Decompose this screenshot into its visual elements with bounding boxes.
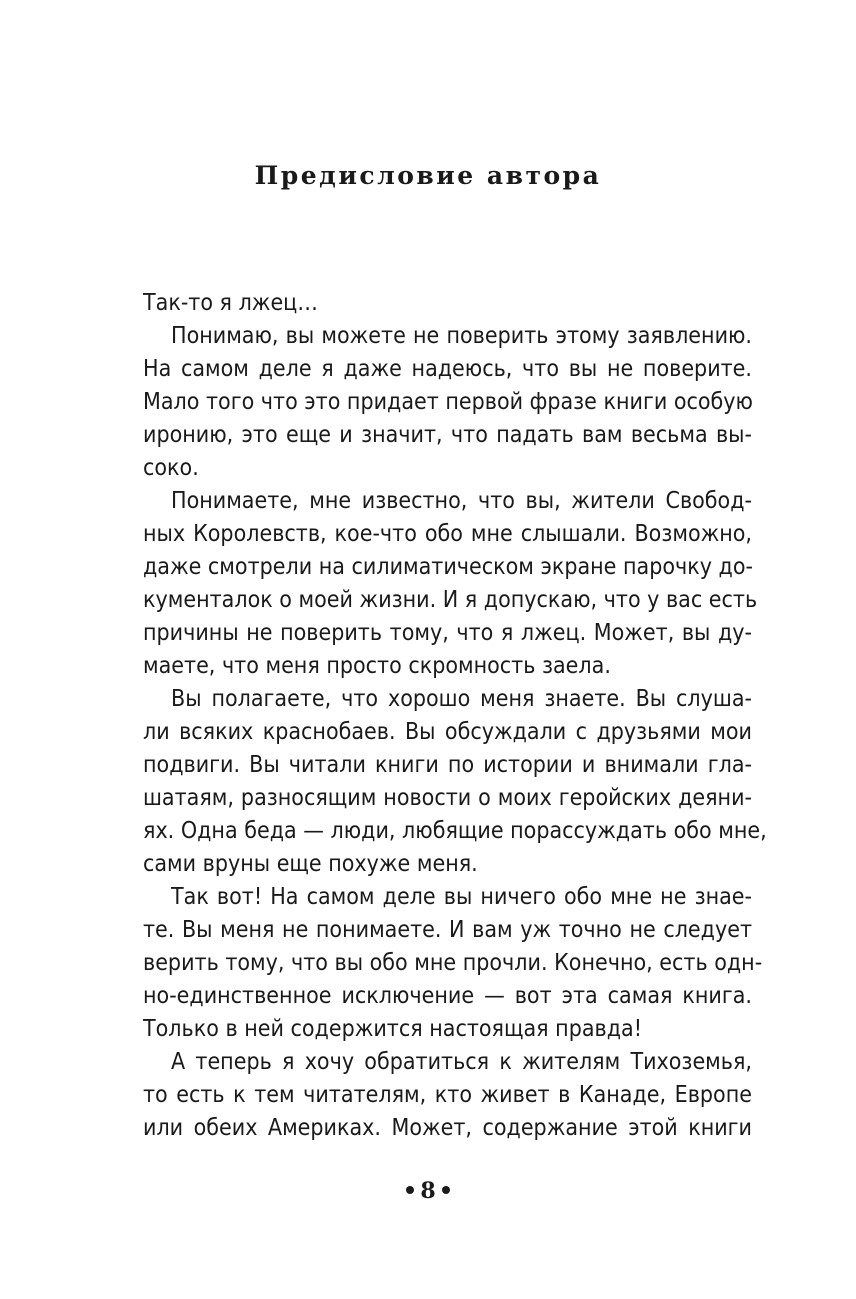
text-line: кументалок о моей жизни. И я допускаю, что у вас есть <box>143 587 758 613</box>
page-number-value: 8 <box>420 1178 436 1204</box>
text-line: На самом деле я даже надеюсь, что вы не поверите. <box>143 356 752 382</box>
text-line: верить тому, что вы обо мне прочли. Конечно, есть одн- <box>143 950 763 976</box>
text-line: А теперь я хочу обратиться к жителям Тихоземья, <box>171 1049 752 1075</box>
text-line: Так-то я лжец… <box>143 290 318 316</box>
text-line: Вы полагаете, что хорошо меня знаете. Вы слуша- <box>171 686 752 712</box>
page-number <box>0 1176 856 1206</box>
text-line: сами вруны еще похуже меня. <box>143 851 478 877</box>
text-line: то есть к тем читателям, кто живет в Канаде, Европе <box>143 1082 752 1108</box>
body-text <box>143 287 767 1145</box>
text-line: Мало того что это придает первой фразе книги особую <box>143 389 753 415</box>
text-line: Так вот! На самом деле вы ничего обо мне не знае- <box>171 884 752 910</box>
text-line: ли всяких краснобаев. Вы обсуждали с друзьями мои <box>143 719 752 745</box>
text-line: соко. <box>143 455 199 481</box>
text-line: иронию, это еще и значит, что падать вам весьма вы- <box>143 422 752 448</box>
bullet-ornament-right <box>442 1186 450 1194</box>
text-line: Понимаю, вы можете не поверить этому заявлению. <box>171 323 752 349</box>
text-line: даже смотрели на силиматическом экране парочку до- <box>143 554 753 580</box>
text-line: или обеих Америках. Может, содержание этой книги <box>143 1115 752 1141</box>
text-line: маете, что меня просто скромность заела. <box>143 653 611 679</box>
text-line: шатаям, разносящим новости о моих геройских деяни- <box>143 785 752 811</box>
text-line: но-единственное исключение — вот эта самая книга. <box>143 983 752 1009</box>
text-line: причины не поверить тому, что я лжец. Может, вы ду- <box>143 620 752 646</box>
text-line: ях. Одна беда — люди, любящие порассуждать обо мне, <box>143 818 767 844</box>
text-line: те. Вы меня не понимаете. И вам уж точно не следует <box>143 917 752 943</box>
bullet-ornament-left <box>406 1186 414 1194</box>
text-line: Понимаете, мне известно, что вы, жители Свобод- <box>171 488 752 514</box>
text-line: Только в ней содержится настоящая правда! <box>143 1016 642 1042</box>
chapter-title: Предисловие автора <box>254 161 602 190</box>
text-line: ных Королевств, кое-что обо мне слышали. Возможно, <box>143 521 752 547</box>
text-line: подвиги. Вы читали книги по истории и внимали гла- <box>143 752 752 778</box>
